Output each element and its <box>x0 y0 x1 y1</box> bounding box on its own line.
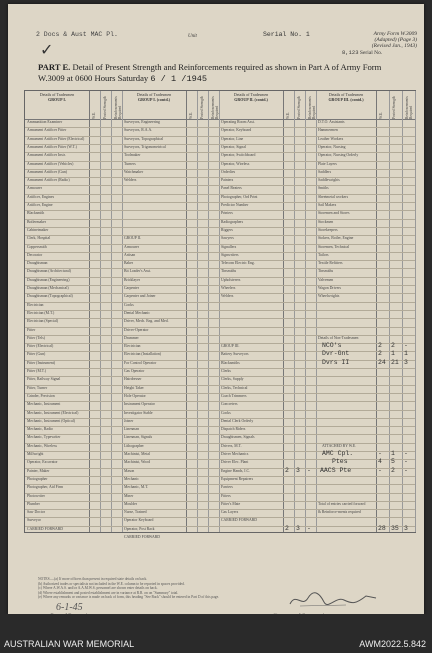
typed-entry: AMC Cpl. <box>322 450 354 457</box>
typed-entry: Dvrs II <box>322 358 350 366</box>
trade-cell: Armament Artificer (Vehicles) <box>27 161 74 166</box>
trade-cell: Storekeepers <box>318 227 338 232</box>
pencil-tick-mark: ✓ <box>40 42 54 59</box>
trade-cell: Artificer, Engines <box>27 194 55 199</box>
trade-cell: Fitters <box>221 493 231 498</box>
column-subheader: Posted Strength <box>200 96 204 119</box>
trade-cell: Panel Beaters <box>221 186 242 191</box>
trade-cell: Radiographers <box>221 219 244 224</box>
table-row-line <box>25 210 415 211</box>
trade-cell: Textile Refitters <box>318 261 343 266</box>
trade-cell: Dental Clerk Orderly <box>221 418 254 423</box>
table-row-line <box>25 268 415 269</box>
trade-cell: Storemen, Technical <box>318 244 350 249</box>
trade-cell: Carpenter <box>124 286 139 290</box>
table-row-line <box>25 385 415 386</box>
trade-cell: Baker <box>124 261 134 266</box>
trade-cell: Cabinetmaker <box>27 227 49 232</box>
form-title <box>38 62 398 85</box>
trade-cell: Saddlers <box>318 169 332 174</box>
trade-cell: Clerk, Hospital <box>27 236 51 241</box>
column-subheader: Posted Strength <box>297 96 301 119</box>
trade-cell: Electrician (Special) <box>27 319 59 324</box>
trade-cell: Toolmaker <box>124 153 141 158</box>
table-row-line <box>25 277 415 278</box>
typed-entry: 28 <box>378 524 386 532</box>
trade-cell: Clerks, Supply <box>221 377 244 382</box>
unit-label: Unit <box>188 34 197 39</box>
typed-entry: 24 <box>378 358 386 366</box>
trade-cell: Concreters <box>221 402 238 407</box>
trade-cell: Draughtsman <box>27 261 48 266</box>
table-row-line <box>25 310 415 311</box>
trade-cell: Armament Artificer Fitter <box>27 128 67 133</box>
trade-cell: Gas Operator <box>124 369 145 373</box>
trade-cell: Predictor Number <box>221 203 249 207</box>
typed-entry: 3 <box>296 466 300 474</box>
trade-cell: Armament Artificer Fitter (W.T.) <box>27 144 77 149</box>
institution-credit: AUSTRALIAN WAR MEMORIAL <box>4 639 135 649</box>
typed-entry: 1 <box>391 350 395 358</box>
typed-entry: 35 <box>391 524 399 532</box>
typed-entry: 3 <box>296 524 300 532</box>
strength-table <box>24 90 416 539</box>
trade-cell: Leather Workers <box>318 136 344 141</box>
trade-cell: Tailors <box>318 252 329 257</box>
trade-cell: Photographer <box>27 476 48 481</box>
trade-cell: CARRIED FORWARD <box>27 526 63 531</box>
form-ref-line: (Revised Jan., 1943) <box>371 43 417 49</box>
table-row-line <box>25 410 415 411</box>
table-row-line <box>25 252 415 253</box>
trade-cell: Draughtsman (Mechanical) <box>27 286 69 290</box>
trade-cell: Mason <box>124 468 135 473</box>
trade-cell: Operator, Nursing Orderly <box>318 153 359 158</box>
title-date-typed: 6 / 1 /1945 <box>150 74 208 84</box>
trade-cell: Tinsmiths <box>318 269 334 274</box>
table-row-line <box>25 451 415 452</box>
trade-cell: Surveyors, Trigonometrical <box>124 144 166 149</box>
trade-cell: Miner <box>124 493 134 498</box>
typed-entry: - <box>378 466 382 474</box>
column-header <box>219 93 283 102</box>
typed-entry: 2 <box>391 466 395 474</box>
trade-cell: Signwriters <box>221 252 239 257</box>
trade-cell: Equipment Repairers <box>221 476 254 481</box>
trade-cell: Hammermen <box>318 128 338 133</box>
trade-cell: Mechanic, Wireless <box>27 443 57 448</box>
trade-cell: CARRIED FORWARD <box>124 535 160 539</box>
table-row-line <box>25 509 415 510</box>
trade-cell: Clerks <box>221 369 231 373</box>
table-row-line <box>25 493 415 494</box>
trade-cell: Draughtsman (Engineering) <box>27 277 70 282</box>
trade-cell: Stockmen <box>318 219 334 224</box>
table-row-line <box>25 244 415 245</box>
table-row-line <box>25 185 415 186</box>
column-subheader: Reinforcements Required <box>405 96 413 119</box>
trade-cell: Blacksmiths <box>221 360 240 365</box>
trade-cell: Dental Mechanic <box>124 310 151 315</box>
trade-cell: Machinist, Metal <box>124 452 150 456</box>
form-ref-line: (Adapted) (Page 3) <box>374 37 417 43</box>
serial-number-value: 8,123 <box>342 49 359 56</box>
trade-cell: Fitter (Electrical) <box>27 344 54 349</box>
trade-cell: Painters <box>221 178 234 183</box>
trade-cell: Valvemen <box>318 277 334 282</box>
table-row-line <box>25 517 415 518</box>
table-row-line <box>25 327 415 328</box>
trade-cell: Artisan <box>124 252 136 257</box>
serial-typed: Serial No. 1 <box>263 31 310 38</box>
trade-cell: Operator Keyboard <box>124 518 154 523</box>
note-line: (b) Authorized trades or specialists not included in the W.E. column to be reported in spaces provided. <box>38 581 185 586</box>
trade-cell: Operator, Wireless <box>221 161 250 166</box>
table-row-line <box>25 169 415 170</box>
note-line: (d) Where establishment and posted establishment are in variance at R.R. on on "Summary" total. <box>38 590 179 595</box>
trade-cell: Instrument Operator <box>124 402 155 407</box>
trade-header-label: Details of Tradesmen <box>39 92 75 97</box>
trade-cell: Driver Elec. Plant <box>221 460 249 465</box>
table-row-line <box>25 318 415 319</box>
trade-cell: Wheelers <box>221 286 236 290</box>
form-ref-line: Army Form W.3009 <box>373 31 417 37</box>
trade-cell: Cooks <box>221 410 231 415</box>
form-reference <box>333 31 417 49</box>
trade-cell: Boilermaker <box>27 219 46 224</box>
trade-cell: Ammunition Examiner <box>27 120 63 124</box>
serial-number <box>342 49 382 56</box>
trade-cell: Fitter, Turner <box>27 385 48 390</box>
typed-entry: - <box>307 524 311 532</box>
trade-cell: Driver-Operator <box>124 327 149 332</box>
table-row-line <box>25 127 415 128</box>
column-subheader: Reinforcements Required <box>308 96 316 119</box>
table-row-line <box>25 177 415 178</box>
table-row-line <box>25 335 415 336</box>
trade-cell: Orderlies <box>221 169 236 174</box>
trade-cell: Armourer <box>124 244 139 249</box>
trade-cell: Draughtsman (Architectural) <box>27 269 71 274</box>
trade-cell: Machinist, Wood <box>124 460 150 465</box>
table-row-line <box>25 376 415 377</box>
typed-entry: - <box>404 342 408 350</box>
trade-cell: Mechanic, Instrument (Electrical) <box>27 410 79 415</box>
typed-entry: 3 <box>404 524 408 532</box>
trade-cell: Dispatch Riders <box>221 427 246 432</box>
trade-cell: Linesman, Signals <box>124 435 153 440</box>
table-row-line <box>25 360 415 361</box>
table-row-line <box>25 227 415 228</box>
table-row-line <box>25 476 415 477</box>
catalogue-number: AWM2022.5.842 <box>359 639 426 649</box>
trade-cell: Investigator Stable <box>124 410 153 415</box>
trade-cell: Electrician <box>27 302 44 307</box>
column-subheader: Posted Strength <box>392 96 396 119</box>
title-text: Detail of Present Strength and Reinforcements required as shown in Part A of Army Form W.3009 at 0600 Hours Saturday <box>38 62 382 83</box>
trade-cell: Fitter <box>27 327 36 332</box>
trade-cell: Mechanic, Typewriter <box>27 435 61 440</box>
typed-entry: 2 <box>391 342 395 350</box>
table-row-line <box>25 351 415 352</box>
trade-cell: Drivers, M.T. <box>221 443 242 448</box>
table-row-line <box>25 393 415 394</box>
column-header <box>25 93 89 102</box>
group-header-label: GROUP I. (contd.) <box>138 96 170 102</box>
trade-cell: Operator, Excavator <box>27 460 58 465</box>
trade-cell: Draughtsmen, Signals <box>221 435 255 440</box>
column-subheader: W.E. <box>286 111 290 119</box>
typed-entry: 4 <box>378 458 382 466</box>
trade-cell: Mechanic <box>124 476 139 481</box>
trade-cell: Stokers, Boiler, Engine <box>318 236 354 241</box>
commander-signature <box>286 590 381 610</box>
column-header <box>316 93 376 102</box>
trade-cell: Photographer, Ord Print <box>221 194 258 199</box>
despatch-date: 6-1-45 <box>56 602 83 613</box>
trade-cell: Tinsmiths <box>221 269 237 274</box>
trade-cell: Grinder, Precision <box>27 393 55 398</box>
trade-cell: Electrician (M.T.) <box>27 310 55 315</box>
table-row-line <box>25 459 415 460</box>
typed-entry: - <box>307 466 311 474</box>
group-header-label: GROUP III. (contd.) <box>328 96 364 102</box>
table-row-line <box>25 426 415 427</box>
trade-cell: Saddlewrights <box>318 178 340 183</box>
trade-cell: D.T.O. Assistants <box>318 120 345 124</box>
trade-cell: Surveyors, Topographical <box>124 136 164 141</box>
trade-header-label: Details of Tradesmen <box>136 92 172 97</box>
trade-cell: Nurse, Trained <box>124 510 147 515</box>
note-line: (e) Where any remarks or variance is made on back of form, this heading "See Back" should be entered in Part D of this page. <box>38 595 220 600</box>
trade-cell: Operating Room Asst. <box>221 120 255 124</box>
trade-cell: Driver Mechanics <box>221 452 249 456</box>
trade-cell: Operator, Switchboard <box>221 153 256 158</box>
trade-cell: Linesman <box>124 427 139 432</box>
table-row-line <box>25 343 415 344</box>
table-row-line <box>25 194 415 195</box>
trade-cell: Hole Operator <box>124 393 146 398</box>
typed-entry: NCO's <box>322 342 342 350</box>
trade-cell: Decorator <box>27 252 43 257</box>
table-row-line <box>25 443 415 444</box>
trade-header-label: Details of Tradesmen <box>233 92 269 97</box>
trade-cell: Armament Artificer Fitter (Electrical) <box>27 136 85 141</box>
trade-cell: Lithographer <box>124 443 144 448</box>
trade-cell: & Reinforce-ments required <box>318 510 361 515</box>
trade-cell: Operator, Post Rack <box>124 526 155 531</box>
trade-cell: Wheelwrights <box>318 294 340 299</box>
table-row-line <box>25 219 415 220</box>
table-row-line <box>25 293 415 294</box>
trade-cell: Drummer <box>124 335 139 340</box>
column-subheader: Reinforcements Required <box>114 96 122 119</box>
typed-entry: Dvr-Gnt <box>322 350 350 358</box>
trade-cell: Gas Layers <box>221 510 239 515</box>
trade-cell: Plate Layers <box>318 161 337 166</box>
trade-cell: Mechanic, M.T. <box>124 485 149 490</box>
trade-cell: Fitter's Mate <box>221 501 241 506</box>
typed-entry: 21 <box>391 358 399 366</box>
table-row-line <box>25 434 415 435</box>
typed-entry: 3 <box>404 358 408 366</box>
typed-entry: 2 <box>285 524 289 532</box>
trade-cell: Clerks, Technical <box>221 385 248 390</box>
trade-cell: Farriers <box>221 485 233 490</box>
typed-entry: AACS Pte <box>320 466 352 474</box>
typed-entry: - <box>404 450 408 457</box>
table-row-line <box>25 136 415 137</box>
group-header-label: GROUP I. <box>48 96 66 102</box>
trade-cell: Armament Artificer (Radio) <box>27 178 70 183</box>
trade-cell: GROUP II. <box>124 236 142 241</box>
trade-cell: Electrician (Installation) <box>124 352 162 357</box>
typed-entry: 1 <box>391 450 395 457</box>
column-subheader: W.E. <box>379 111 383 119</box>
trade-cell: CARRIED FORWARD <box>221 518 257 523</box>
trade-cell: Upholsterers <box>221 277 241 282</box>
trade-cell: Fitter (M.T.) <box>27 369 47 373</box>
trade-cell: Coppersmith <box>27 244 47 249</box>
trade-cell: Blacksmith <box>27 211 45 216</box>
table-row-line <box>25 418 415 419</box>
table-row-line <box>25 260 415 261</box>
trade-cell: Fitter (Tels) <box>27 335 45 340</box>
typed-entry: 5 <box>391 458 395 466</box>
trade-cell: Artificer, Engine <box>27 203 53 207</box>
column-header <box>122 93 186 102</box>
trade-cell: Joiner <box>124 418 134 423</box>
trade-cell: Saw Doctor <box>27 510 46 515</box>
column-subheader: W.E. <box>189 111 193 119</box>
trade-cell: Photowriter <box>27 493 45 498</box>
trade-cell: Carpenter and Joiner <box>124 294 156 299</box>
trade-cell: Bricklayer <box>124 277 141 282</box>
trade-cell: Welders <box>124 178 137 183</box>
trade-cell: Fitter, Railway Signal <box>27 377 61 382</box>
trade-cell: Cooks <box>124 302 134 307</box>
table-row-line <box>25 526 415 527</box>
trade-cell: Storemen and Stores <box>318 211 350 216</box>
table-row-line <box>25 484 415 485</box>
trade-cell: Height Taker <box>124 385 144 390</box>
trade-cell: Hairdresser <box>124 377 142 382</box>
trade-cell: Fitter (Instrument) <box>27 360 56 365</box>
table-row-line <box>25 501 415 502</box>
trade-cell: Surveyors, R.A.A. <box>124 128 153 133</box>
table-row-line <box>25 152 415 153</box>
trade-cell: Printers <box>221 211 233 216</box>
typed-entry: 2 <box>378 350 382 358</box>
typed-entry: - <box>404 466 408 474</box>
trade-cell: Sail Makers <box>318 203 337 207</box>
document-sheet <box>8 4 424 614</box>
note-line: NOTES.—(a) If more officers than present in required state details on back. <box>38 577 148 581</box>
part-label: PART E. <box>38 62 71 72</box>
trade-cell: Engine Hands, I.C. <box>221 468 250 473</box>
trade-cell: Signallers <box>221 244 237 249</box>
typed-entry: 1 <box>404 350 408 358</box>
serial-number-label: Serial No. <box>359 50 383 56</box>
column-subheader: Posted Strength <box>103 96 107 119</box>
trade-cell: For Control Operator <box>124 360 157 365</box>
table-row-line <box>25 285 415 286</box>
trade-cell: Surveyors, Engineering <box>124 120 160 124</box>
trade-cell: Moulder <box>124 501 138 506</box>
trade-cell: GROUP III. <box>221 344 240 349</box>
trade-cell: Mechanic, Radio <box>27 427 53 432</box>
trade-cell: Operator, Nursing <box>318 144 346 149</box>
table-row-line <box>25 468 415 469</box>
typed-entry: 2 <box>285 466 289 474</box>
trade-cell: Mechanic, Instrument (Optical) <box>27 418 75 423</box>
trade-cell: Operator, Signal <box>221 144 246 149</box>
column-subheader: W.E. <box>92 111 96 119</box>
typed-entry: - <box>404 458 408 466</box>
trade-cell: Millwright <box>27 452 44 456</box>
table-row-line <box>25 161 415 162</box>
trade-cell: Armament Artificer Instr. <box>27 153 66 158</box>
trade-cell: Details of Non-Tradesmen <box>318 335 359 340</box>
trade-cell: Operator, Keyboard <box>221 128 252 133</box>
trade-cell: Coach Trimmers <box>221 393 247 398</box>
trade-cell: Operator, Line <box>221 136 244 141</box>
typed-entry: 2 <box>378 342 382 350</box>
table-row-line <box>25 368 415 369</box>
trade-cell: Turners <box>124 161 136 166</box>
trade-cell: Draughtsman (Topographical) <box>27 294 73 299</box>
table-row-line <box>25 144 415 145</box>
trade-cell: Sawyers <box>221 236 234 241</box>
trade-cell: Armament Artificer (Gun) <box>27 169 68 174</box>
trade-cell: Painter, Maker <box>27 468 50 473</box>
table-row-line <box>25 302 415 303</box>
trade-cell: Telecom Electric Eng. <box>221 261 255 266</box>
attached-label: ATTACHED BY W.E. <box>322 443 357 448</box>
table-row-line <box>25 235 415 236</box>
table-row-line <box>25 401 415 402</box>
trade-cell: Electrician <box>124 344 141 349</box>
trade-cell: Riggers <box>221 227 233 232</box>
trade-header-label: Details of Tradesmen <box>328 92 364 97</box>
unit-typed: 2 Docs & Aust MAC Pl. <box>36 31 118 38</box>
trade-cell: Watchmaker <box>124 169 144 174</box>
trade-cell: Battery Surveyors <box>221 352 249 357</box>
note-line: (c) Where A.W.A.S. and/or A.A.M.W.S. personnel are shown enter details on back. <box>38 586 158 591</box>
trade-cell: Driver, Mech. Eng. and Med. <box>124 319 169 324</box>
trade-cell: Photographer, Aid Firm <box>27 485 64 490</box>
trade-cell: Sheetmetal workers <box>318 194 349 199</box>
trade-cell: Welders <box>221 294 234 299</box>
trade-cell: Mechanic, Instrument <box>27 402 61 407</box>
trade-cell: Total of entries carried forward <box>318 501 366 506</box>
typed-entry: Ptes <box>332 458 348 466</box>
table-row-line <box>25 202 415 203</box>
trade-cell: Smiths <box>318 186 329 191</box>
typed-entry: - <box>378 450 382 457</box>
trade-cell: Wagon Drivers <box>318 286 341 290</box>
trade-cell: Bit Loader's Asst. <box>124 269 151 274</box>
trade-cell: Surveyor <box>27 518 41 523</box>
group-header-label: GROUP II. (contd.) <box>234 96 268 102</box>
trade-cell: Fitter (Gun) <box>27 352 46 357</box>
trade-cell: Armourer <box>27 186 42 191</box>
trade-cell: Plumber <box>27 501 40 506</box>
column-subheader: Reinforcements Required <box>211 96 219 119</box>
